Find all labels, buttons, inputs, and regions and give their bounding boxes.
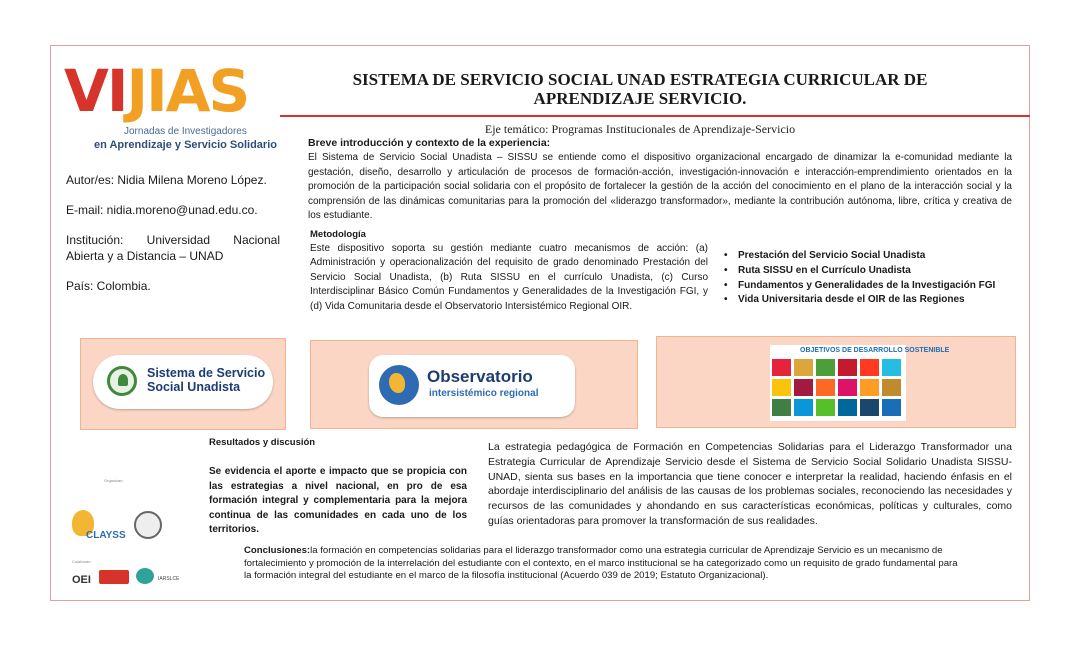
globe-icon [379, 365, 419, 405]
sissu-logo-card [93, 355, 273, 409]
method-bullets [724, 249, 1024, 308]
method-heading: Metodología [310, 229, 366, 240]
results-text: Se evidencia el aporte e impacto que se propicia con las estrategias a nivel nacional, en pro de esa formación integral y complementaria para la mejora continua de las comunidades en cada uno de los territorios. [209, 466, 467, 536]
conclusions-text: la formación en competencias solidarias para el liderazgo transformador como una estrategia curricular de Aprendizaje Servicio es un mecanismo de fortalecimiento y promoción de la interrelación del estudiante con el contexto, en el marco institucional se ha categorizado como un requisito de grado fundamental para la formación integral del estudiante en el marco de la filosofía institucional (Acuerdo 039 de 2019; Estatuto Organizacional). [244, 545, 958, 582]
theme-line: Eje temático: Programas Institucionales de Aprendizaje-Servicio [484, 122, 796, 136]
sdg-tile [816, 359, 835, 376]
intro-text: El Sistema de Servicio Social Unadista – SISSU se entiende como el dispositivo organizacional encargado de dinamizar la e-comunidad mediante la gestación, diseño, desarrollo y articulación de procesos de formación-acción, investigación-innovación e interacción-emprendimiento orientados en la promoción de la participación social solidaria con el propósito de fortalecer la gestión de la acción del conocimiento en el plano de la interacción social y la comprensión de las dinámicas comunitarias para la promoción del «liderazgo transformador», mediante la contribución autónoma, libre, crítica y creativa de los estudiante. [308, 152, 1012, 222]
tree-icon [107, 366, 137, 396]
sdg-tile [860, 379, 879, 396]
logo-subtitle-2: en Aprendizaje y Servicio Solidario [94, 139, 277, 151]
conclusions-label: Conclusiones: [244, 545, 311, 556]
sdg-grid [772, 359, 904, 416]
sdg-image-box [656, 336, 1016, 428]
collaborators-label: Colaboran: [72, 559, 92, 564]
observatorio-image-box [310, 340, 638, 429]
author-email: E-mail: nidia.moreno@unad.edu.co. [66, 203, 258, 217]
sdg-tile [838, 379, 857, 396]
observatorio-title: Observatorio [427, 367, 533, 386]
sissu-logo-line-2: Social Unadista [147, 380, 241, 394]
university-seal-icon [134, 511, 162, 539]
sdg-tile [882, 399, 901, 416]
sdg-tile [794, 379, 813, 396]
sdg-tile [860, 399, 879, 416]
sdg-tile [838, 399, 857, 416]
sdg-tile [772, 379, 791, 396]
iarslce-logo: IARSLCE [158, 576, 180, 582]
strategy-text: La estrategia pedagógica de Formación en Competencias Solidarias para el Liderazgo Transformador una Estrategia Curricular de Aprendizaje Servicio desde el Sistema de Servicio Social Solidario Unadista SISSU-UNAD, sienta sus bases en la importancia que tiene conocer e interpretar la realidad, haciendo énfasis en el abordaje interdisciplinario del análisis de las causas de los problemas sociales, reconociendo las necesidades y recursos de las comunidades y ahondando en sus características económicas, políticas y culturales, como guías orientadoras para promover la transformación de sus realidades. [488, 441, 1012, 527]
logo-part-j: J [126, 57, 147, 125]
sdg-tile [794, 359, 813, 376]
vijias-logo [64, 57, 277, 152]
sdg-tile [772, 359, 791, 376]
sissu-logo-line-1: Sistema de Servicio [147, 366, 266, 380]
observatorio-logo-card [369, 355, 575, 417]
bullet-item: • Prestación del Servicio Social Unadista [724, 249, 1024, 264]
sdg-tile [860, 359, 879, 376]
sdg-tile [794, 399, 813, 416]
sdg-tile [882, 359, 901, 376]
logo-subtitle-1: Jornadas de Investigadores [124, 126, 247, 137]
title-line-1: SISTEMA DE SERVICIO SOCIAL UNAD ESTRATEGIA CURRICULAR DE [352, 70, 928, 89]
title-divider [280, 115, 1030, 117]
observatorio-subtitle: intersistémico regional [429, 388, 539, 399]
results-heading: Resultados y discusión [209, 437, 316, 448]
clayss-logo [72, 510, 128, 544]
oei-logo: OEI [72, 574, 91, 586]
author-institution: Institución: Universidad Nacional Abierta y a Distancia – UNAD [66, 233, 280, 263]
logo-part-vi: VI [64, 57, 127, 125]
logo-part-ias: IAS [146, 57, 249, 125]
intro-heading: Breve introducción y contexto de la experiencia: [308, 137, 551, 149]
bullet-item: • Vida Universitaria desde el OIR de las Regiones [724, 293, 1024, 308]
sdg-tile [882, 379, 901, 396]
title-line-2: APRENDIZAJE SERVICIO. [533, 89, 747, 108]
sissu-logo-text [147, 366, 265, 394]
sdg-tile [816, 399, 835, 416]
method-text: Este dispositivo soporta su gestión mediante cuatro mecanismos de acción: (a) Administración y operacionalización del requisito de grado denominado Prestación del Servicio Social Unadista, (b) Ruta SISSU en el currículo Unadista, (c) Curso Interdisciplinar Básico Común Fundamentos y Generalidades de la Investigación FGI, y (d) Vida Comunitaria desde el Observatorio Intersistémico Regional OIR. [310, 243, 708, 312]
sdg-tile [816, 379, 835, 396]
author-block [66, 172, 280, 308]
logo-wordmark [64, 57, 249, 125]
poster-title [300, 70, 980, 108]
author-country: País: Colombia. [66, 279, 151, 293]
sponsor-logo-red [99, 570, 129, 584]
bullet-item: • Ruta SISSU en el Currículo Unadista [724, 264, 1024, 279]
sdg-heading: OBJETIVOS DE DESARROLLO SOSTENIBLE [800, 347, 950, 354]
author-names: Autor/es: Nidia Milena Moreno López. [66, 173, 267, 187]
sissu-image-box [80, 338, 286, 430]
clayss-text: CLAYSS [86, 530, 126, 541]
organizers-label: Organizan: [104, 478, 124, 483]
conclusions [244, 545, 964, 583]
sdg-poster [770, 345, 950, 421]
sdg-tile [772, 399, 791, 416]
sponsor-logo-teal [136, 568, 154, 584]
sdg-tile [838, 359, 857, 376]
bullet-item: • Fundamentos y Generalidades de la Investigación FGI [724, 279, 1024, 294]
